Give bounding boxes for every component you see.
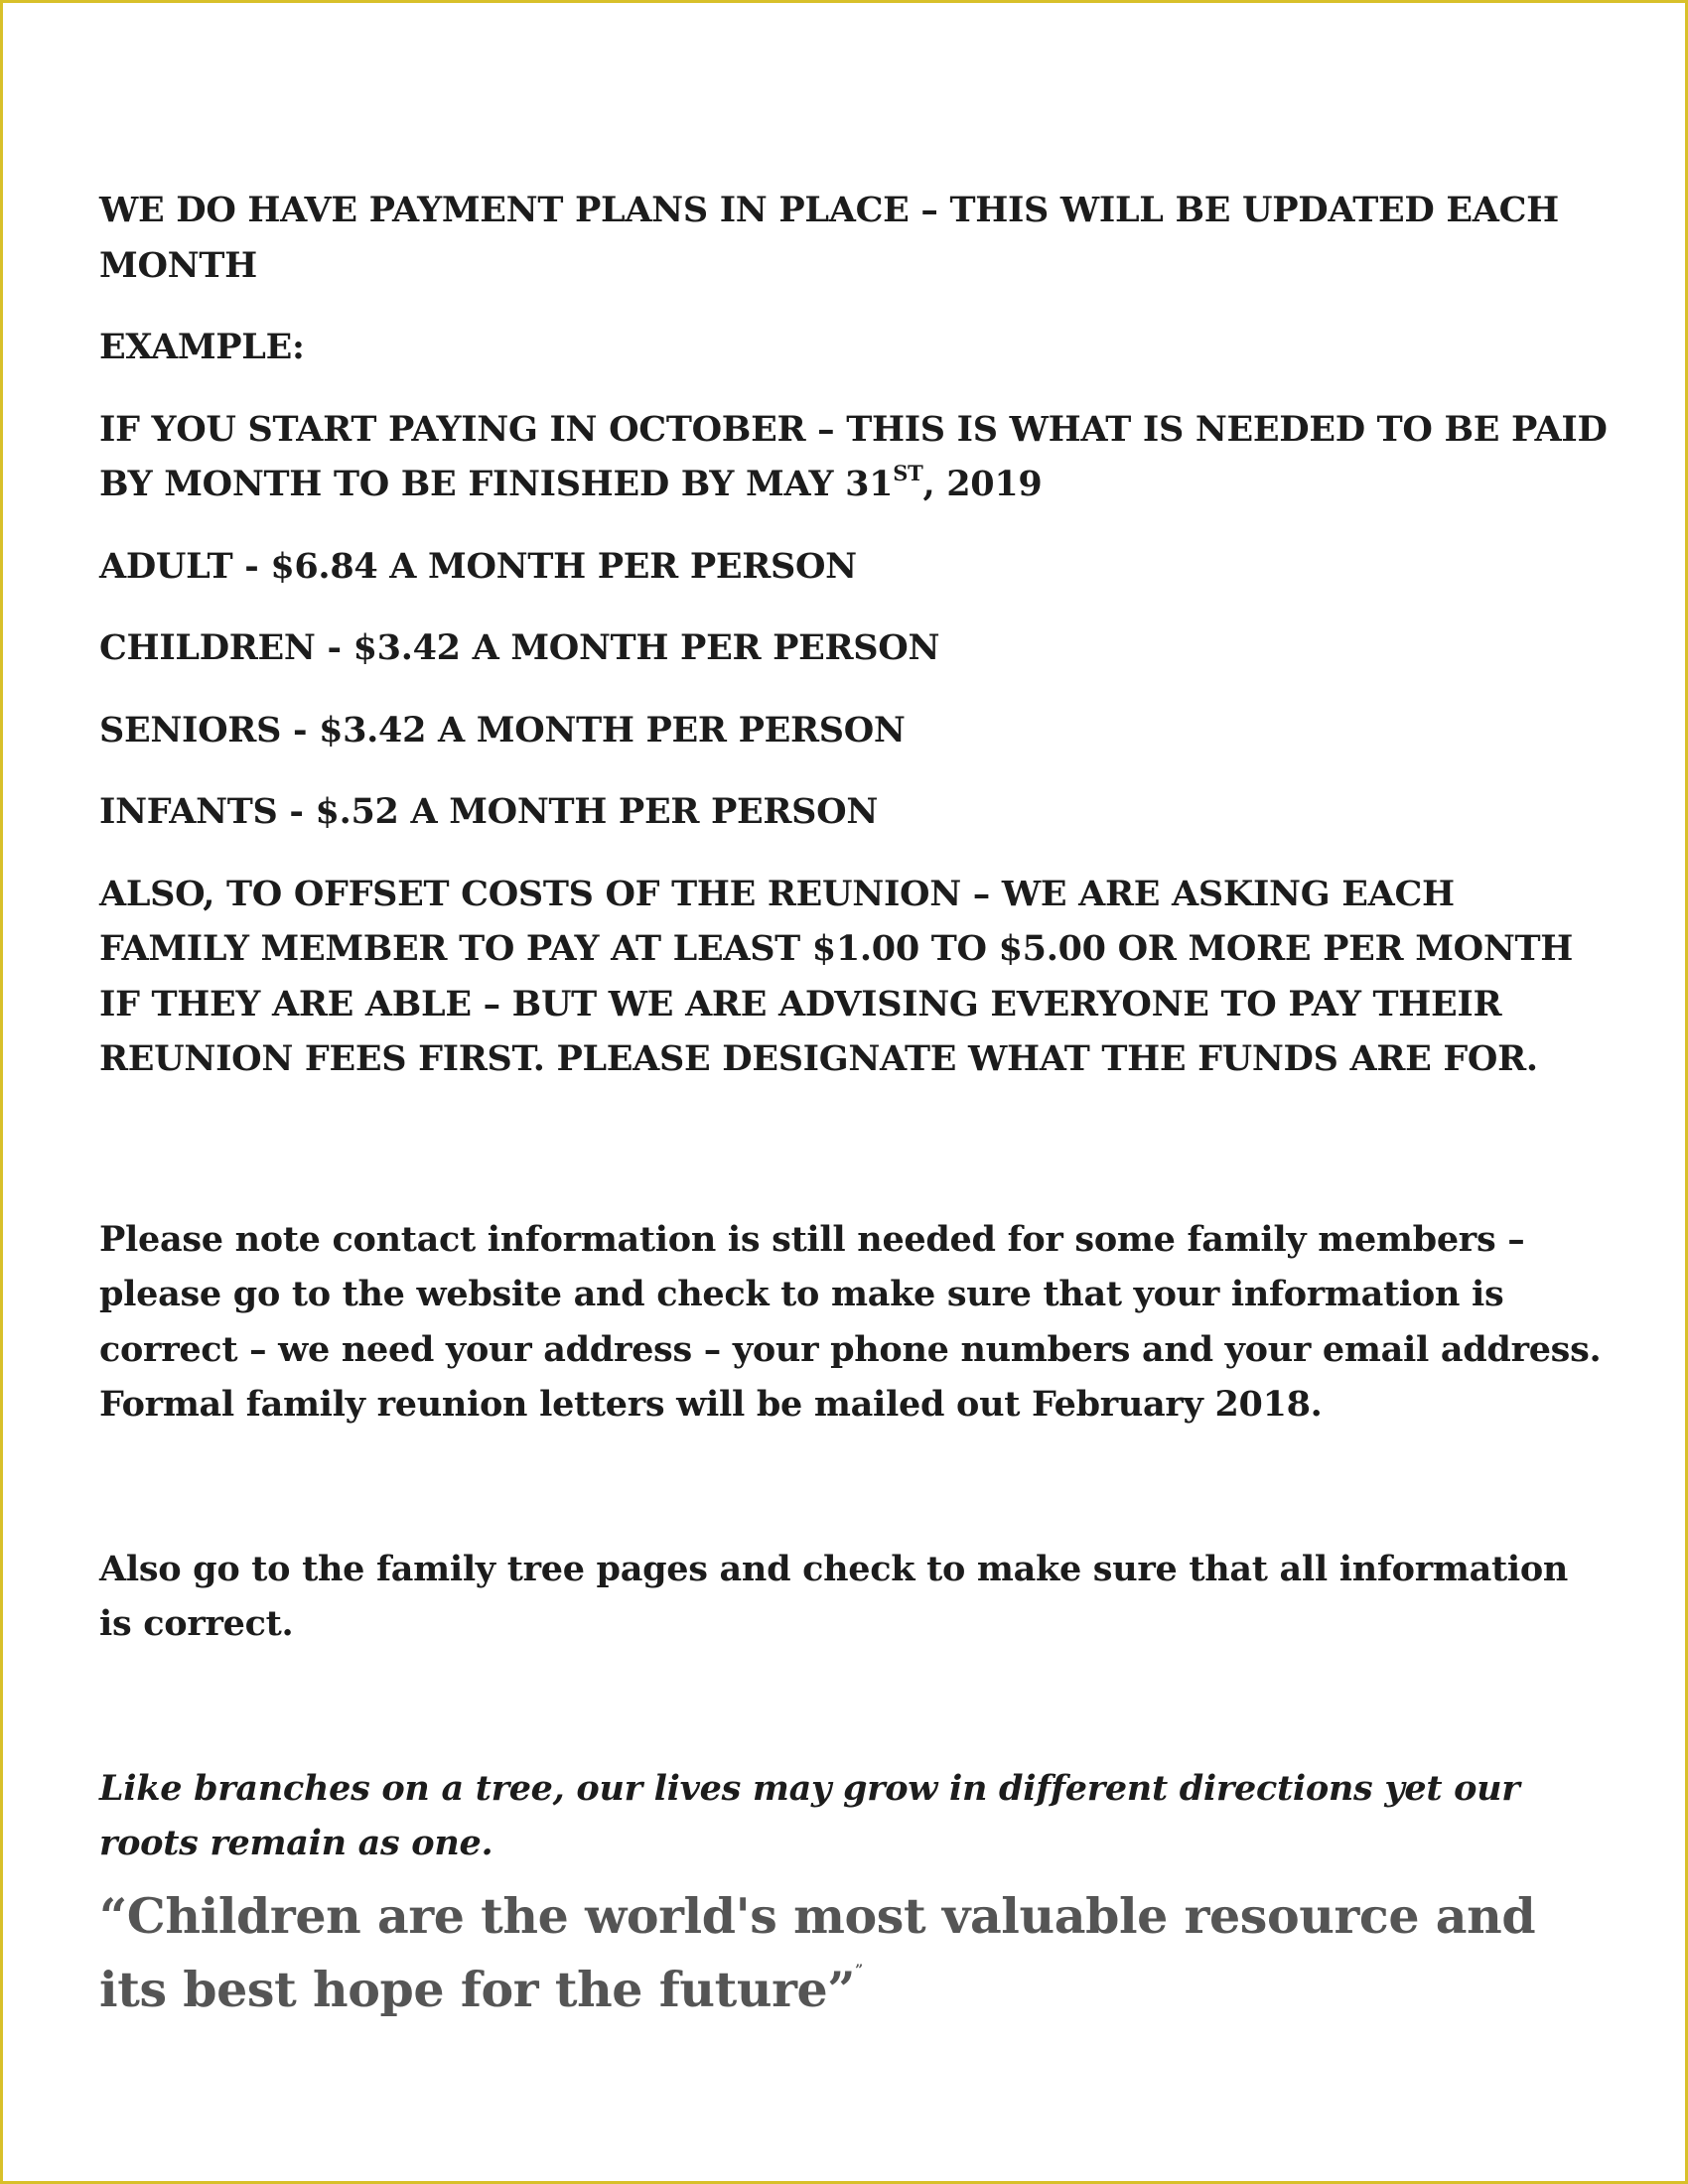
- children-quote-text: “Children are the world's most valuable resource and its best hope for the future”: [99, 1886, 1536, 2018]
- start-paying-text-main: IF YOU START PAYING IN OCTOBER – THIS IS WHAT IS NEEDED TO BE PAID BY MONTH TO BE FINISHED BY MAY 31: [99, 408, 1608, 504]
- start-paying-text-year: , 2019: [922, 464, 1043, 504]
- children-quote-tail-mark: ”: [855, 1962, 863, 1979]
- ordinal-suffix: ST: [893, 461, 923, 486]
- start-paying-text: [99, 402, 1609, 512]
- example-label: EXAMPLE:: [99, 327, 305, 367]
- family-tree-note: Also go to the family tree pages and check to make sure that all information is correct.: [99, 1548, 1569, 1644]
- document-body: [99, 183, 1609, 2026]
- offset-costs-text: ALSO, TO OFFSET COSTS OF THE REUNION – WE ARE ASKING EACH FAMILY MEMBER TO PAY AT LEAST $1.00 TO $5.00 OR MORE PER MONTH IF THEY ARE ABLE – BUT WE ARE ADVISING EVERYONE TO PAY THEIR REUNION FEES FIRST. PLEASE DESIGNATE WHAT THE FUNDS ARE FOR.: [99, 873, 1574, 1079]
- rate-seniors: SENIORS - $3.42 A MONTH PER PERSON: [99, 709, 906, 751]
- rate-adult: ADULT - $6.84 A MONTH PER PERSON: [99, 545, 857, 587]
- payment-plans-heading: WE DO HAVE PAYMENT PLANS IN PLACE – THIS WILL BE UPDATED EACH MONTH: [99, 190, 1559, 286]
- branches-quote: Like branches on a tree, our lives may grow in different directions yet our roots remain as one.: [99, 1767, 1520, 1863]
- contact-info-note: Please note contact information is still needed for some family members – please go to the website and check to make sure that your information is correct – we need your address – your phone numbers and your email address. Formal family reunion letters will be mailed out February 2018.: [99, 1218, 1602, 1425]
- rate-infants: INFANTS - $.52 A MONTH PER PERSON: [99, 791, 879, 832]
- children-quote: [99, 1879, 1609, 2026]
- rate-children: CHILDREN - $3.42 A MONTH PER PERSON: [99, 627, 940, 668]
